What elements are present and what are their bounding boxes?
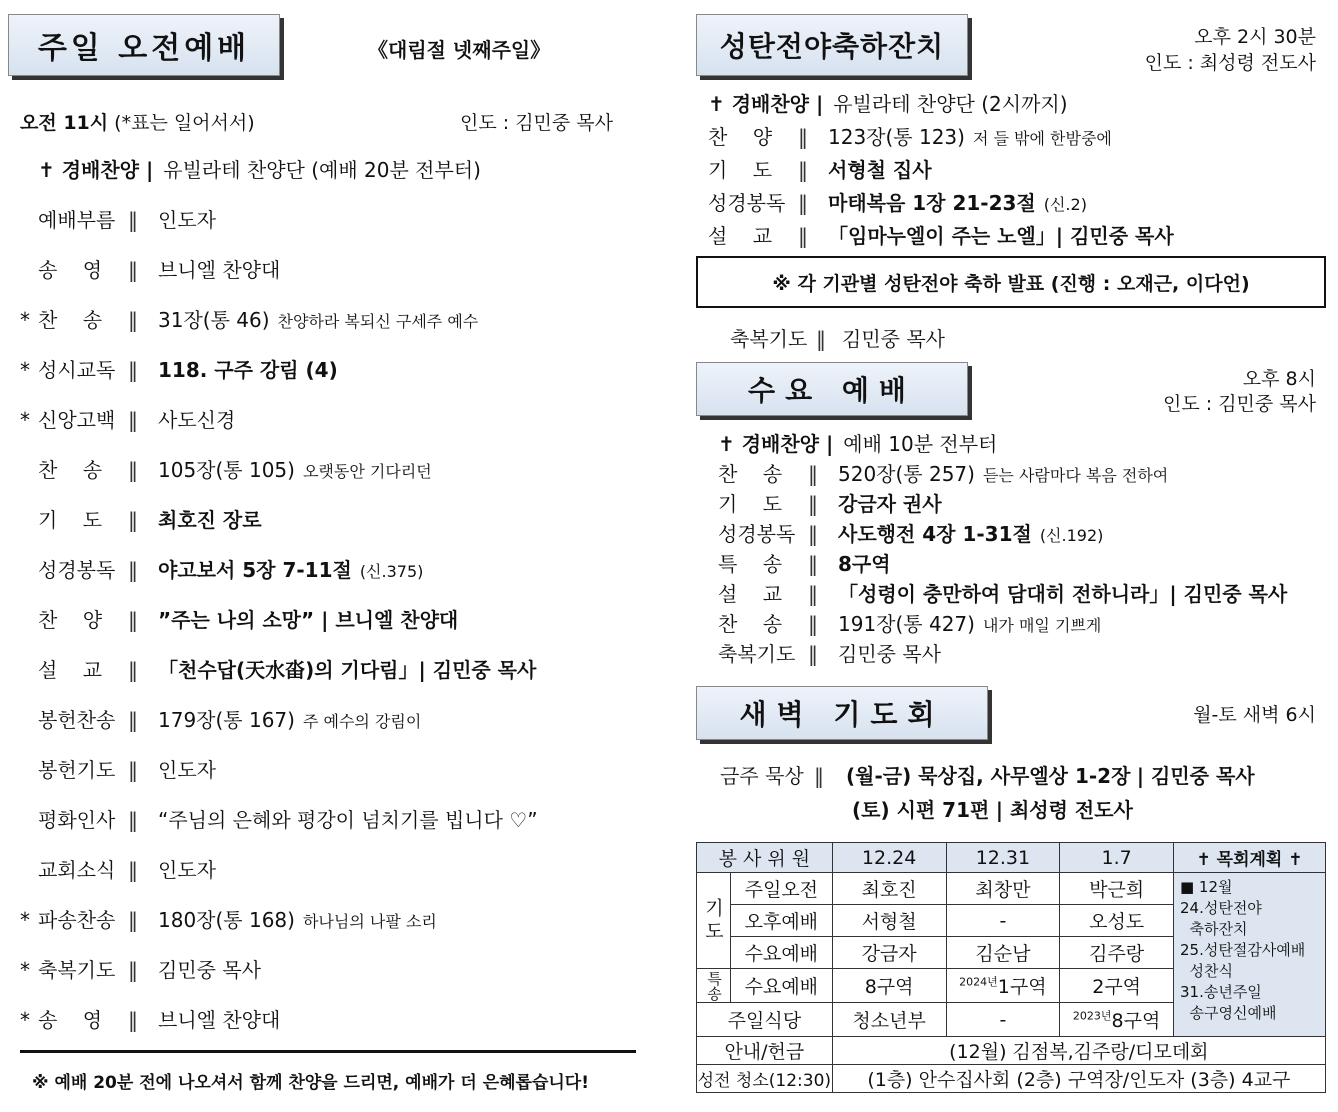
order-value: 520장(통 257) [838,462,975,486]
wed-order-item [718,548,891,577]
xmas-order-item [708,88,1068,117]
xmas-order-item [708,154,932,183]
order-label: 기 도 [38,508,103,532]
order-extra: 하나님의 나팔 소리 [302,912,437,931]
table-cell: 김주랑 [1060,937,1174,969]
special-group-label: 특송 [697,969,731,1003]
sunday-order-item [20,254,280,283]
order-extra: (신.2) [1043,195,1087,214]
xmas-order-item [708,220,1174,249]
separator: ‖ [128,358,138,382]
order-value: 179장(통 167) [158,708,295,732]
order-label: 기 도 [708,158,773,182]
table-date-1: 12.24 [832,843,946,873]
separator: ‖ [798,125,808,149]
standing-mark: * [20,958,30,982]
christmas-eve-blessing: 축복기도 ‖ 김민중 목사 [730,323,945,352]
wed-order-item [718,428,997,457]
order-value: 123장(통 123) [828,125,965,149]
order-value: 인도자 [158,758,216,782]
order-value: 105장(통 105) [158,458,295,482]
table-cell: 2구역 [1060,969,1174,1003]
blessing-value: 김민중 목사 [842,327,945,351]
sunday-time: 오전 11시 [20,112,109,134]
order-value: 8구역 [838,552,891,576]
row-label: 오후예배 [730,905,832,937]
order-label: 찬 송 [38,458,103,482]
cell-text: 1구역 [997,976,1047,998]
order-label: 봉헌기도 [38,758,116,782]
guide-value: (12월) 김점복,김주랑/디모데회 [832,1037,1325,1065]
christmas-eve-time: 오후 2시 30분 [1194,26,1316,48]
sunday-order-item [20,354,338,383]
separator: ‖ [128,508,138,532]
table-cell: 강금자 [832,937,946,969]
order-value: 「천수답(天水畓)의 기다림」| 김민중 목사 [158,658,537,682]
wed-order-item [718,488,942,517]
sunday-order-item [20,154,481,183]
plan-line: 성찬식 [1179,962,1233,980]
separator: ‖ [798,191,808,215]
cleaning-label: 성전 청소(12:30) [697,1065,833,1093]
separator: ‖ [128,608,138,632]
order-label: 성경봉독 [38,558,116,582]
separator: ‖ [128,958,138,982]
order-label: 설 교 [708,224,773,248]
separator: ‖ [128,1008,138,1032]
row-label: 주일오전 [730,873,832,905]
plan-line: 25.성탄절감사예배 [1179,941,1306,959]
wednesday-leader: 인도 : 김민중 목사 [1163,393,1316,415]
separator: ‖ [128,558,138,582]
order-label: 신앙고백 [38,408,116,432]
order-label: 성경봉독 [708,191,786,215]
prayer-group-label: 기도 [697,873,731,969]
christmas-eve-box-note: ※ 각 기관별 성탄전야 축하 발표 (진행 : 오재근, 이다언) [696,256,1326,308]
order-value: 인도자 [158,208,216,232]
standing-mark: * [20,408,30,432]
order-extra: 저 들 밖에 한밤중에 [972,129,1112,148]
sunday-title-banner: 주일 오전예배 [8,14,280,76]
separator: ‖ [128,658,138,682]
separator: ‖ [128,258,138,282]
dawn-line1-text: (월-금) 묵상집, 사무엘상 1-2장 [846,764,1131,788]
order-label: 설 교 [718,582,783,606]
order-label: ✝ 경배찬양 | [38,158,154,182]
order-label: 설 교 [38,658,103,682]
order-value: 118. 구주 강림 (4) [158,358,338,382]
table-cell: 최창만 [946,873,1060,905]
separator: ‖ [808,522,818,546]
order-value: 강금자 권사 [838,492,942,516]
order-label: 찬 양 [708,125,773,149]
row-label: 수요예배 [730,937,832,969]
separator: ‖ [808,642,818,666]
wednesday-title-banner: 수요 예배 [696,362,968,416]
sunday-order-item [20,454,432,483]
wed-order-item [718,638,941,667]
dawn-line-2 [852,794,1133,823]
order-label: 파송찬송 [38,908,116,932]
plan-line: 24.성탄전야 [1179,899,1262,917]
plan-title: ✝ 목회계획 ✝ [1173,843,1325,873]
table-cell: 김순남 [946,937,1060,969]
order-extra: 오랫동안 기다리던 [302,462,432,481]
separator: ‖ [808,462,818,486]
separator: ‖ [128,858,138,882]
sunday-order-item [20,804,538,833]
order-value: 야고보서 5장 7-11절 [158,558,352,582]
table-cell: 오성도 [1060,905,1174,937]
separator: ‖ [128,908,138,932]
order-label: 송 영 [38,1008,103,1032]
order-value: 서형철 집사 [828,158,932,182]
order-label: 송 영 [38,258,103,282]
separator: ‖ [128,208,138,232]
order-label: 봉헌찬송 [38,708,116,732]
table-cell: 서형철 [832,905,946,937]
order-label: 축복기도 [38,958,116,982]
standing-mark: * [20,908,30,932]
separator: ‖ [808,552,818,576]
sunday-order-item [20,654,536,683]
xmas-order-item [708,187,1087,216]
order-value: 브니엘 찬양대 [158,258,281,282]
table-cell: 박근희 [1060,873,1174,905]
order-label: 찬 송 [38,308,103,332]
order-extra: 주 예수의 강림이 [302,712,422,731]
order-value: 「임마누엘이 주는 노엘」| 김민중 목사 [828,224,1174,248]
wednesday-time: 오후 8시 [1242,368,1316,390]
table-cell: 청소년부 [832,1003,946,1037]
separator: ‖ [798,158,808,182]
dawn-label: 금주 묵상 [720,764,804,788]
christmas-eve-title-banner: 성탄전야축하잔치 [696,14,968,76]
order-extra: 내가 매일 기쁘게 [982,616,1102,635]
blessing-label: 축복기도 [730,327,808,351]
order-value: 31장(통 46) [158,308,270,332]
table-cell: 최호진 [832,873,946,905]
sunday-order-item [20,304,478,333]
table-cell [946,969,1060,1003]
order-label: 찬 송 [718,462,783,486]
row-label: 주일식당 [697,1003,833,1037]
order-label: 교회소식 [38,858,116,882]
order-value: 사도신경 [158,408,236,432]
order-label: 특 송 [718,552,783,576]
dawn-line2-text: (토) 시편 71편 [852,798,990,822]
order-value: 최호진 장로 [158,508,262,532]
plan-line: 축하잔치 [1179,920,1248,938]
sunday-subtitle: 《대림절 넷째주일》 [368,38,551,62]
cell-text: 8구역 [1111,1010,1161,1032]
plan-line: 송구영신예배 [1179,1004,1277,1022]
separator: ‖ [798,224,808,248]
dawn-line1-who: | 김민중 목사 [1136,764,1255,788]
sunday-footer-note: ※ 예배 20분 전에 나오셔서 함께 찬양을 드리면, 예배가 더 은혜롭습니다! [32,1073,589,1093]
sunday-order-item [20,504,262,533]
dawn-line2-who: | 최성령 전도사 [995,798,1133,822]
separator: ‖ [808,492,818,516]
standing-mark: * [20,1008,30,1032]
order-label: ✝ 경배찬양 | [718,432,834,456]
order-value: 브니엘 찬양대 [158,1008,281,1032]
separator: ‖ [808,582,818,606]
order-label: ✝ 경배찬양 | [708,92,824,116]
order-value: 「성령이 충만하여 담대히 전하니라」| 김민중 목사 [838,582,1288,606]
sunday-order-item [20,554,423,583]
order-value: 인도자 [158,858,216,882]
table-cell: 8구역 [832,969,946,1003]
year-note: 2024년 [959,975,998,989]
separator: ‖ [808,612,818,636]
xmas-order-item [708,121,1112,150]
sunday-time-note: (*표는 일어서서) [114,112,255,134]
wed-order-item [718,578,1287,607]
standing-mark: * [20,308,30,332]
order-value: ”주는 나의 소망” | 브니엘 찬양대 [158,608,459,632]
order-value: “주님의 은혜와 평강이 넘치기를 빕니다 ♡” [158,808,538,832]
sunday-time-line [20,108,255,135]
order-extra: (신.192) [1039,526,1104,545]
sunday-order-item [20,704,421,733]
sunday-order-item [20,904,437,933]
cleaning-value: (1층) 안수집사회 (2층) 구역장/인도자 (3층) 4교구 [832,1065,1325,1093]
order-value: 180장(통 168) [158,908,295,932]
service-volunteer-table [696,842,1326,1093]
christmas-eve-leader: 인도 : 최성령 전도사 [1144,52,1316,74]
dawn-title-banner: 새벽 기도회 [696,686,988,740]
order-value: 191장(통 427) [838,612,975,636]
separator: ‖ [128,408,138,432]
order-value: 유빌라테 찬양단 (2시까지) [833,92,1068,116]
table-date-3: 1.7 [1060,843,1174,873]
sunday-order-item [20,1004,280,1033]
sunday-order-item [20,604,458,633]
order-label: 찬 양 [38,608,103,632]
year-note: 2023년 [1072,1009,1112,1023]
order-value: 김민중 목사 [158,958,261,982]
order-extra: 듣는 사람마다 복음 전하여 [982,466,1169,485]
wed-order-item [718,518,1103,547]
order-value: 예배 10분 전부터 [843,432,998,456]
dawn-time: 월-토 새벽 6시 [1193,704,1316,726]
order-label: 기 도 [718,492,783,516]
sunday-order-item [20,754,216,783]
sunday-order-item [20,954,261,983]
order-label: 예배부름 [38,208,116,232]
standing-mark: * [20,358,30,382]
table-cell: - [946,1003,1060,1037]
wed-order-item [718,608,1101,637]
plan-line: 31.송년주일 [1179,983,1262,1001]
order-label: 평화인사 [38,808,116,832]
plan-line: ■ 12월 [1179,878,1233,896]
order-label: 성시교독 [38,358,116,382]
order-label: 찬 송 [718,612,783,636]
order-label: 성경봉독 [718,522,796,546]
separator: ‖ [128,808,138,832]
table-header-label: 봉 사 위 원 [697,843,833,873]
table-cell: - [946,905,1060,937]
sunday-order-item [20,854,216,883]
table-cell [1060,1003,1174,1037]
guide-label: 안내/헌금 [697,1037,833,1065]
order-value: 유빌라테 찬양단 (예배 20분 전부터) [163,158,481,182]
order-extra: (신.375) [359,562,424,581]
wed-order-item [718,458,1168,487]
order-value: 사도행전 4장 1-31절 [838,522,1032,546]
order-value: 김민중 목사 [838,642,941,666]
row-label: 수요예배 [730,969,832,1003]
sunday-order-item [20,204,216,233]
separator: ‖ [128,758,138,782]
dawn-line-1: 금주 묵상 ‖ (월-금) 묵상집, 사무엘상 1-2장 | 김민중 목사 [720,760,1255,789]
order-extra: 찬양하라 복되신 구세주 예수 [277,312,479,331]
order-label: 축복기도 [718,642,796,666]
divider-line [20,1050,636,1053]
separator: ‖ [128,458,138,482]
table-date-2: 12.31 [946,843,1060,873]
separator: ‖ [128,708,138,732]
pastoral-plan [1173,873,1325,1037]
sunday-order-item [20,404,235,433]
separator: ‖ [128,308,138,332]
order-value: 마태복음 1장 21-23절 [828,191,1036,215]
sunday-leader: 인도 : 김민중 목사 [460,112,613,134]
